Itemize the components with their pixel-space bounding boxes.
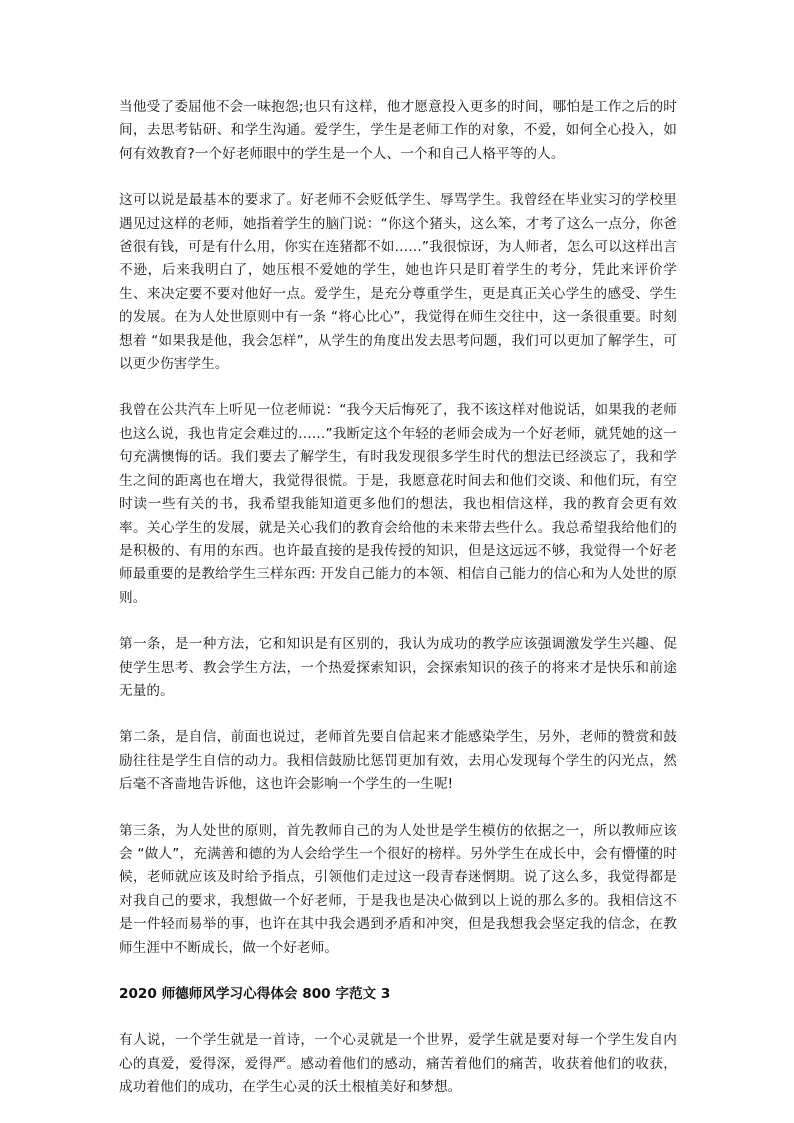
paragraph-gap [119,703,677,726]
paragraph-gap [119,166,677,189]
paragraph-5: 第二条，是自信，前面也说过，老师首先要自信起来才能感染学生，另外，老师的赞赏和鼓励往往是学生自信的动力。我相信鼓励比惩罚更加有效，去用心发现每个学生的闪光点，然后毫不吝啬地告诉他，这也许会影响一个学生的一生呢! [119,729,677,793]
paragraph-7: 有人说，一个学生就是一首诗，一个心灵就是一个世界，爱学生就是要对每一个学生发自内心的真爱，爱得深，爱得严。感动着他们的感动，痛苦着他们的痛苦，收获着他们的收获，成功着他们的成功，在学生心灵的沃土根植美好和梦想。 [119,1032,677,1096]
paragraph-6: 第三条，为人处世的原则，首先教师自己的为人处世是学生模仿的依据之一，所以教师应该会 “做人”，充满善和德的为人会给学生一个很好的榜样。另外学生在成长中，会有懵懂的时候，老师就应该及时给予指点，引领他们走过这一段青春迷惘期。说了这么多，我觉得都是对我自己的要求，我想做一个好老师，于是我也是决心做到以上说的那么多的。我相信这不是一件轻而易举的事，也许在其中我会遇到矛盾和冲突，但是我想我会坚定我的信念，在教师生涯中不断成长，做一个好老师。 [119,822,677,956]
paragraph-1: 当他受了委屈他不会一味抱怨;也只有这样，他才愿意投入更多的时间，哪怕是工作之后的时间，去思考钻研、和学生沟通。爱学生，学生是老师工作的对象，不爱，如何全心投入，如何有效教育?一个好老师眼中的学生是一个人、一个和自己人格平等的人。 [119,99,677,162]
paragraph-gap [119,376,677,399]
paragraph-2: 这可以说是最基本的要求了。好老师不会贬低学生、辱骂学生。我曾经在毕业实习的学校里遇见过这样的老师，她指着学生的脑门说：“你这个猪头，这么笨，才考了这么一点分，你爸爸很有钱，可是有什么用，你实在连猪都不如……”我很惊讶，为人师者，怎么可以这样出言不逊，后来我明白了，她压根不爱她的学生，她也许只是盯着学生的考分，凭此来评价学生、来决定要不要对他好一点。爱学生，是充分尊重学生，更是真正关心学生的感受、学生的发展。在为人处世原则中有一条 “将心比心”，我觉得在师生交往中，这一条很重要。时刻想着 “如果我是他，我会怎样”，从学生的角度出发去思考问题，我们可以更加了解学生，可以更少伤害学生。 [119,192,677,373]
document-page [119,96,677,1100]
paragraph-gap [119,1006,677,1029]
section-heading: 2020 师德师风学习心得体会 800 字范文 3 [119,986,391,1002]
paragraph-gap [119,797,677,820]
paragraph-3: 我曾在公共汽车上听见一位老师说：“我今天后悔死了，我不该这样对他说话，如果我的老师也这么说，我也肯定会难过的……”我断定这个年轻的老师会成为一个好老师，就凭她的这一句充满懊悔的话。我们要去了解学生，有时我发现很多学生时代的想法已经淡忘了，我和学生之间的距离也在增大，我觉得很慌。于是，我愿意花时间去和他们交谈、和他们玩，有空时读一些有关的书，我希望我能知道更多他们的想法，我也相信这样，我的教育会更有效率。关心学生的发展，就是关心我们的教育会给他的未来带去些什么。我总希望我给他们的是积极的、有用的东西。也许最直接的是我传授的知识，但是这远远不够，我觉得一个好老师最重要的是教给学生三样东西: 开发自己能力的本领、相信自己能力的信心和为人处世的原则。 [119,402,677,606]
paragraph-gap [119,610,677,633]
paragraph-gap [119,960,677,983]
paragraph-4: 第一条，是一种方法，它和知识是有区别的，我认为成功的教学应该强调激发学生兴趣、促使学生思考、教会学生方法，一个热爱探索知识，会探索知识的孩子的将来才是快乐和前途无量的。 [119,636,677,699]
